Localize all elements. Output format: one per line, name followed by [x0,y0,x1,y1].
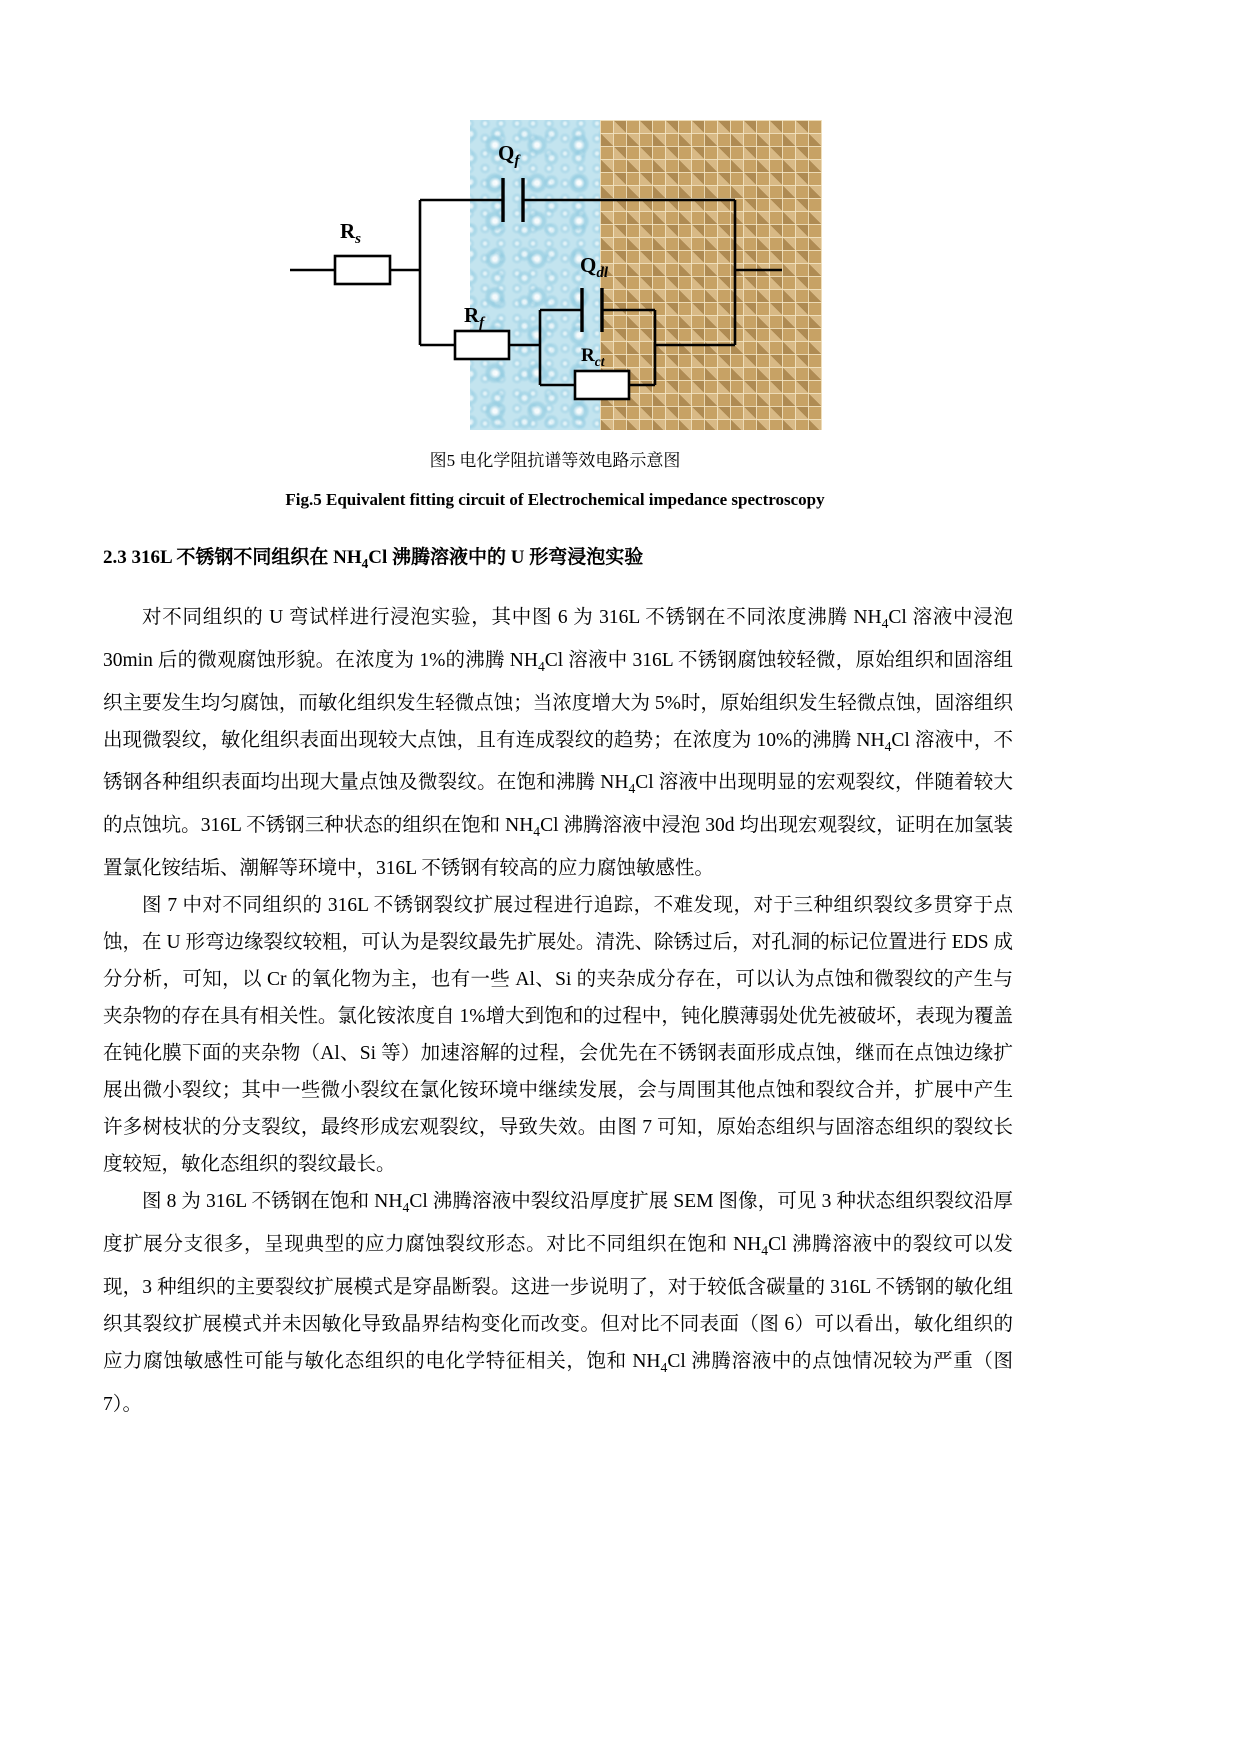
label-rs: $R_s$ [340,219,362,248]
resistor-rf-box [455,331,509,359]
section-heading: 2.3 316L 不锈钢不同组织在 $NH_4Cl$ 沸腾溶液中的 U 形弯浸泡实验 [103,547,644,571]
label-rct: $R_{ct}$ [581,345,605,369]
label-qf: $Q_f$ [498,141,520,170]
capacitor-qdl [582,288,602,332]
figure-equivalent-circuit [270,115,830,445]
body-text [103,542,1013,1423]
label-rf: $R_f$ [464,303,485,332]
circuit-wires [290,200,782,385]
capacitor-qf [503,178,523,222]
body-paragraph: 对不同组织的 U 弯试样进行浸泡实验，其中图 6 为 316L 不锈钢在不同浓度沸腾 $NH_4Cl$ 溶液中浸泡 30min 后的微观腐蚀形貌。在浓度为 1%的沸腾 $NH_4Cl$ 溶液中 316L 不锈钢腐蚀较轻微，原始组织和固溶组织主要发生均匀腐蚀，而敏化组织发生轻微点蚀；当浓度增大为 5%时，原始组织发生轻微点蚀，固溶组织出现微裂纹，敏化组织表面出现较大点蚀，且有连成裂纹的趋势；在浓度为 10%的沸腾 $NH_4Cl$ 溶液中，不锈钢各种组织表面均出现大量点蚀及微裂纹。在饱和沸腾 $NH_4Cl$ 溶液中出现明显的宏观裂纹，伴随着较大的点蚀坑。316L 不锈钢三种状态的组织在饱和 $NH_4Cl$ 沸腾溶液中浸泡 30d 均出现宏观裂纹，证明在加氢装置氯化铵结垢、潮解等环境中，316L 不锈钢有较高的应力腐蚀敏感性。 [103,606,1013,880]
body-paragraph: 图 8 为 316L 不锈钢在饱和 $NH_4Cl$ 沸腾溶液中裂纹沿厚度扩展 SEM 图像，可见 3 种状态组织裂纹沿厚度扩展分支很多，呈现典型的应力腐蚀裂纹形态。对比不同组织在饱和 $NH_4Cl$ 沸腾溶液中的裂纹可以发现，3 种组织的主要裂纹扩展模式是穿晶断裂。这进一步说明了，对于较低含碳量的 316L 不锈钢的敏化组织其裂纹扩展模式并未因敏化导致晶界结构变化而改变。但对比不同表面（图 6）可以看出，敏化组织的应力腐蚀敏感性可能与敏化态组织的电化学特征相关，饱和 $NH_4Cl$ 沸腾溶液中的点蚀情况较为严重（图 7）。 [103,1191,1013,1415]
body-paragraph: 图 7 中对不同组织的 316L 不锈钢裂纹扩展过程进行追踪，不难发现，对于三种组织裂纹多贯穿于点蚀，在 U 形弯边缘裂纹较粗，可认为是裂纹最先扩展处。清洗、除锈过后，对孔洞的标记位置进行 EDS 成分分析，可知，以 Cr 的氧化物为主，也有一些 Al、Si 的夹杂成分存在，可以认为点蚀和微裂纹的产生与夹杂物的存在具有相关性。氯化铵浓度自 1%增大到饱和的过程中，钝化膜薄弱处优先被破坏，表现为覆盖在钝化膜下面的夹杂物（Al、Si 等）加速溶解的过程，会优先在不锈钢表面形成点蚀，继而在点蚀边缘扩展出微小裂纹；其中一些微小裂纹在氯化铵环境中继续发展，会与周围其他点蚀和裂纹合并，扩展中产生许多树枝状的分支裂纹，最终形成宏观裂纹，导致失效。由图 7 可知，原始态组织与固溶态组织的裂纹长度较短，敏化态组织的裂纹最长。 [103,895,1013,1176]
resistor-rct-box [575,371,629,399]
circuit-diagram [270,115,830,445]
label-qdl: $Q_{dl}$ [580,253,609,282]
figure-caption-zh: 图5 电化学阻抗谱等效电路示意图 [429,451,681,470]
figure-caption-en: Fig.5 Equivalent fitting circuit of Electrochemical impedance spectroscopy [285,490,825,509]
resistor-rs-box [335,256,390,284]
